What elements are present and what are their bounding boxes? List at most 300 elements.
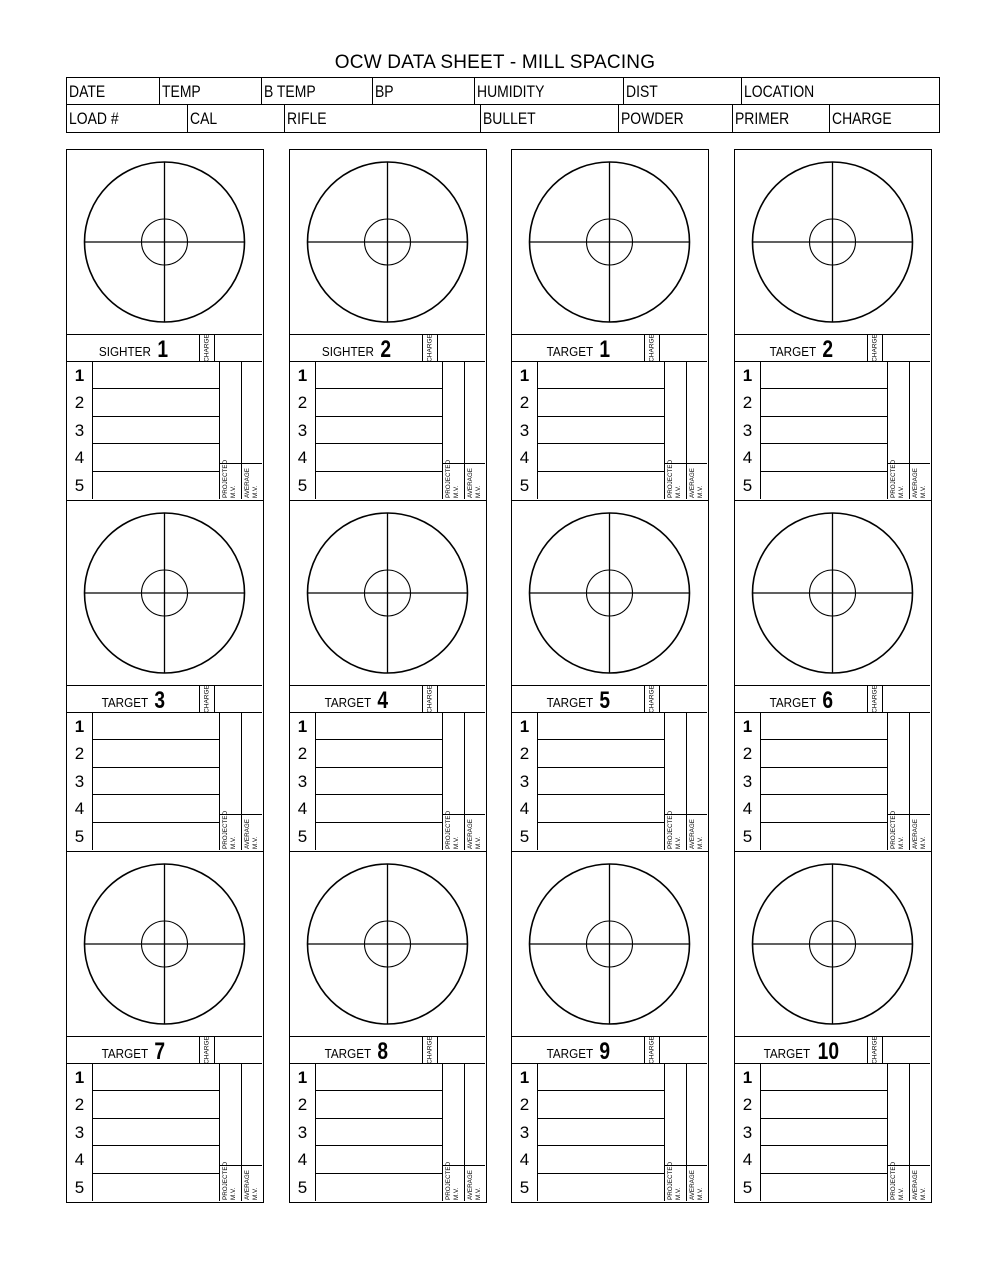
shot-velocity-input[interactable] <box>93 823 219 850</box>
shot-velocity-input[interactable] <box>538 740 664 767</box>
average-mv-column-label-box <box>242 814 262 850</box>
average-mv-column[interactable] <box>686 713 707 850</box>
shot-velocity-input[interactable] <box>761 713 887 740</box>
projected-mv-column[interactable] <box>219 1064 241 1201</box>
shot-velocity-input[interactable] <box>93 472 219 499</box>
field-rifle[interactable] <box>284 105 480 132</box>
average-mv-column[interactable] <box>909 1064 930 1201</box>
shot-row <box>290 472 442 499</box>
average-mv-column-label: AVERAGE <box>912 1170 919 1200</box>
target-label-word: SIGHTER <box>322 344 375 359</box>
target-reticle <box>290 852 485 1036</box>
charge-label-box <box>199 686 215 712</box>
average-mv-column-label: AVERAGE <box>467 819 474 849</box>
shot-number: 4 <box>735 1146 761 1173</box>
shot-velocity-input[interactable] <box>316 713 442 740</box>
shot-number: 1 <box>735 713 761 740</box>
shot-row <box>290 389 442 416</box>
shot-number: 2 <box>512 389 538 416</box>
projected-mv-column-label-box <box>443 1161 464 1201</box>
field-cal[interactable] <box>187 105 284 132</box>
charge-input[interactable] <box>215 1037 262 1063</box>
target-label <box>290 335 422 361</box>
field-load[interactable] <box>67 105 187 132</box>
target-label-word: SIGHTER <box>99 344 152 359</box>
shot-row <box>512 1064 664 1091</box>
shot-velocity-input[interactable] <box>538 472 664 499</box>
target-card <box>734 149 932 501</box>
shot-table <box>290 362 485 499</box>
average-mv-column[interactable] <box>241 713 262 850</box>
shot-row <box>512 417 664 444</box>
shot-table <box>735 1064 930 1201</box>
shot-velocity-input[interactable] <box>93 795 219 822</box>
shot-row <box>735 740 887 767</box>
shot-table <box>512 362 707 499</box>
shot-velocity-input[interactable] <box>93 444 219 471</box>
projected-mv-column-label: PROJECTED <box>222 810 229 849</box>
shot-number: 1 <box>512 362 538 389</box>
average-mv-column[interactable] <box>909 362 930 499</box>
shot-row <box>67 823 219 850</box>
average-mv-column[interactable] <box>464 713 485 850</box>
field-bullet[interactable] <box>480 105 618 132</box>
shot-number: 3 <box>512 768 538 795</box>
shot-row <box>67 795 219 822</box>
target-card <box>734 500 932 852</box>
target-card <box>66 851 264 1203</box>
shot-number: 5 <box>67 1174 93 1201</box>
projected-mv-column-label-box <box>888 1161 909 1201</box>
shot-velocity-input[interactable] <box>538 362 664 389</box>
average-mv-column-label: AVERAGE <box>467 1170 474 1200</box>
average-mv-column-label: AVERAGE <box>689 468 696 498</box>
average-mv-column[interactable] <box>686 1064 707 1201</box>
shot-row <box>512 389 664 416</box>
average-mv-column-label: M.V. <box>252 1187 259 1200</box>
charge-input[interactable] <box>660 335 707 361</box>
field-label: RIFLE <box>287 109 327 128</box>
average-mv-column-label: AVERAGE <box>689 819 696 849</box>
shot-velocity-input[interactable] <box>93 768 219 795</box>
target-label-word: TARGET <box>769 344 817 359</box>
projected-mv-column[interactable] <box>219 362 241 499</box>
average-mv-column[interactable] <box>241 1064 262 1201</box>
projected-mv-column-label: M.V. <box>675 836 682 849</box>
shot-row <box>735 444 887 471</box>
shot-velocity-input[interactable] <box>538 713 664 740</box>
target-label-number: 8 <box>377 1038 389 1065</box>
target-label-row <box>290 1036 485 1064</box>
charge-input[interactable] <box>883 335 930 361</box>
shot-row <box>290 823 442 850</box>
shot-number: 1 <box>290 1064 316 1091</box>
charge-input[interactable] <box>438 335 485 361</box>
charge-label: CHARGE <box>648 1036 656 1064</box>
field-label: B TEMP <box>264 82 316 101</box>
average-mv-column-label-box <box>910 1165 930 1201</box>
shot-number: 2 <box>512 740 538 767</box>
shot-row <box>512 795 664 822</box>
projected-mv-column-label: PROJECTED <box>445 810 452 849</box>
projected-mv-column[interactable] <box>664 1064 686 1201</box>
field-powder[interactable] <box>618 105 732 132</box>
projected-mv-column[interactable] <box>219 713 241 850</box>
shot-velocity-input[interactable] <box>316 417 442 444</box>
shot-velocity-input[interactable] <box>761 472 887 499</box>
shot-velocity-input[interactable] <box>316 795 442 822</box>
projected-mv-column-label: PROJECTED <box>890 1161 897 1200</box>
header-row-conditions <box>66 77 940 105</box>
target-reticle <box>512 501 707 685</box>
charge-label: CHARGE <box>426 334 434 362</box>
average-mv-column-label: M.V. <box>697 836 704 849</box>
target-label <box>290 686 422 712</box>
projected-mv-column-label: PROJECTED <box>222 1161 229 1200</box>
charge-input[interactable] <box>438 686 485 712</box>
shot-number: 2 <box>67 740 93 767</box>
shot-velocity-input[interactable] <box>316 389 442 416</box>
shot-row <box>512 444 664 471</box>
shot-row <box>735 713 887 740</box>
projected-mv-column-label: M.V. <box>898 1187 905 1200</box>
shot-number: 2 <box>735 1091 761 1118</box>
field-label: POWDER <box>621 109 684 128</box>
shot-velocity-input[interactable] <box>316 1174 442 1201</box>
average-mv-column-label: M.V. <box>697 485 704 498</box>
charge-input[interactable] <box>215 686 262 712</box>
shot-number: 5 <box>735 823 761 850</box>
shot-row <box>290 1091 442 1118</box>
projected-mv-column-label: PROJECTED <box>667 810 674 849</box>
shot-number: 4 <box>67 1146 93 1173</box>
projected-mv-column[interactable] <box>442 362 464 499</box>
target-reticle <box>735 150 930 334</box>
average-mv-column-label: M.V. <box>475 1187 482 1200</box>
target-reticle <box>512 150 707 334</box>
average-mv-column[interactable] <box>686 362 707 499</box>
shot-velocity-input[interactable] <box>761 1064 887 1091</box>
shot-number: 2 <box>512 1091 538 1118</box>
projected-mv-column-label-box <box>443 810 464 850</box>
charge-label-box <box>867 1037 883 1063</box>
shot-table <box>512 713 707 850</box>
target-label-number: 1 <box>599 336 611 363</box>
shot-velocity-input[interactable] <box>761 389 887 416</box>
target-label-number: 2 <box>380 336 392 363</box>
charge-label: CHARGE <box>648 685 656 713</box>
charge-label: CHARGE <box>648 334 656 362</box>
shot-velocity-input[interactable] <box>538 768 664 795</box>
shot-velocity-input[interactable] <box>93 1146 219 1173</box>
target-label-word: TARGET <box>546 1046 594 1061</box>
projected-mv-column-label: M.V. <box>898 485 905 498</box>
shot-number: 1 <box>512 1064 538 1091</box>
shot-velocity-input[interactable] <box>93 1091 219 1118</box>
shot-velocity-input[interactable] <box>538 417 664 444</box>
shot-number: 2 <box>290 740 316 767</box>
shot-number: 4 <box>67 795 93 822</box>
shot-velocity-input[interactable] <box>316 444 442 471</box>
target-label-row <box>290 334 485 362</box>
shot-number: 4 <box>512 795 538 822</box>
shot-row <box>735 417 887 444</box>
shot-number: 3 <box>290 768 316 795</box>
target-card <box>289 851 487 1203</box>
shot-table <box>67 1064 262 1201</box>
shot-velocity-input[interactable] <box>761 1174 887 1201</box>
projected-mv-column-label: M.V. <box>675 1187 682 1200</box>
target-reticle <box>735 501 930 685</box>
target-label <box>67 335 199 361</box>
target-label-word: TARGET <box>546 695 594 710</box>
target-label-word: TARGET <box>101 1046 149 1061</box>
projected-mv-column[interactable] <box>887 713 909 850</box>
target-label-row <box>67 1036 262 1064</box>
shot-row <box>67 444 219 471</box>
shot-row <box>735 768 887 795</box>
projected-mv-column[interactable] <box>887 362 909 499</box>
projected-mv-column-label-box <box>220 810 241 850</box>
shot-row <box>290 713 442 740</box>
projected-mv-column[interactable] <box>887 1064 909 1201</box>
target-label-number: 6 <box>822 687 834 714</box>
projected-mv-column[interactable] <box>442 713 464 850</box>
target-reticle <box>67 150 262 334</box>
shot-velocity-input[interactable] <box>93 362 219 389</box>
shot-row <box>735 795 887 822</box>
shot-row <box>512 1119 664 1146</box>
projected-mv-column-label: PROJECTED <box>445 459 452 498</box>
shot-number: 4 <box>512 1146 538 1173</box>
average-mv-column-label-box <box>687 463 707 499</box>
shot-velocity-input[interactable] <box>538 823 664 850</box>
projected-mv-column-label: PROJECTED <box>445 1161 452 1200</box>
shot-velocity-input[interactable] <box>761 1119 887 1146</box>
projected-mv-column[interactable] <box>442 1064 464 1201</box>
shot-velocity-input[interactable] <box>761 1146 887 1173</box>
shot-row <box>290 740 442 767</box>
shot-row <box>290 768 442 795</box>
target-label-row <box>512 1036 707 1064</box>
shot-row <box>735 389 887 416</box>
field-label: LOCATION <box>744 82 815 101</box>
charge-label-box <box>644 1037 660 1063</box>
charge-input[interactable] <box>438 1037 485 1063</box>
target-label-row <box>512 334 707 362</box>
field-b-temp[interactable] <box>261 78 372 104</box>
shot-velocity-input[interactable] <box>538 795 664 822</box>
average-mv-column-label-box <box>465 814 485 850</box>
target-reticle <box>735 852 930 1036</box>
shot-row <box>67 1119 219 1146</box>
shot-row <box>290 1064 442 1091</box>
projected-mv-column-label-box <box>665 459 686 499</box>
shot-velocity-input[interactable] <box>538 1146 664 1173</box>
field-label: BULLET <box>483 109 536 128</box>
shot-velocity-input[interactable] <box>316 823 442 850</box>
shot-row <box>67 713 219 740</box>
shot-velocity-input[interactable] <box>761 444 887 471</box>
shot-row <box>512 472 664 499</box>
target-label-row <box>735 1036 930 1064</box>
projected-mv-column[interactable] <box>664 362 686 499</box>
projected-mv-column-label-box <box>220 1161 241 1201</box>
shot-velocity-input[interactable] <box>93 389 219 416</box>
target-label <box>735 1037 867 1063</box>
shot-velocity-input[interactable] <box>93 740 219 767</box>
target-label <box>512 335 644 361</box>
shot-velocity-input[interactable] <box>316 1146 442 1173</box>
shot-row <box>735 1146 887 1173</box>
shot-velocity-input[interactable] <box>761 417 887 444</box>
shot-row <box>290 1174 442 1201</box>
shot-number: 5 <box>512 823 538 850</box>
shot-number: 4 <box>67 444 93 471</box>
shot-table <box>67 713 262 850</box>
shot-row <box>512 768 664 795</box>
target-card <box>511 500 709 852</box>
field-location[interactable] <box>741 78 941 104</box>
projected-mv-column[interactable] <box>664 713 686 850</box>
field-primer[interactable] <box>732 105 829 132</box>
average-mv-column-label: AVERAGE <box>244 468 251 498</box>
average-mv-column-label: M.V. <box>475 836 482 849</box>
target-label-word: TARGET <box>324 1046 372 1061</box>
charge-label: CHARGE <box>426 685 434 713</box>
shot-number: 1 <box>735 362 761 389</box>
shot-row <box>735 823 887 850</box>
shot-row <box>67 1146 219 1173</box>
projected-mv-column-label-box <box>443 459 464 499</box>
charge-input[interactable] <box>883 686 930 712</box>
shot-number: 3 <box>67 768 93 795</box>
field-date[interactable] <box>67 78 159 104</box>
shot-velocity-input[interactable] <box>761 795 887 822</box>
shot-velocity-input[interactable] <box>316 1119 442 1146</box>
shot-velocity-input[interactable] <box>761 823 887 850</box>
target-reticle <box>512 852 707 1036</box>
shot-row <box>67 1064 219 1091</box>
projected-mv-column-label-box <box>888 810 909 850</box>
shot-velocity-input[interactable] <box>538 389 664 416</box>
target-label <box>67 1037 199 1063</box>
target-label-number: 1 <box>157 336 169 363</box>
shot-number: 4 <box>512 444 538 471</box>
average-mv-column-label: M.V. <box>475 485 482 498</box>
charge-label-box <box>867 686 883 712</box>
shot-number: 1 <box>512 713 538 740</box>
shot-number: 3 <box>512 417 538 444</box>
target-card <box>734 851 932 1203</box>
shot-velocity-input[interactable] <box>538 1174 664 1201</box>
shot-number: 2 <box>67 1091 93 1118</box>
target-label-word: TARGET <box>546 344 594 359</box>
average-mv-column[interactable] <box>241 362 262 499</box>
shot-velocity-input[interactable] <box>316 362 442 389</box>
shot-number: 3 <box>735 768 761 795</box>
shot-velocity-input[interactable] <box>93 713 219 740</box>
shot-row <box>290 362 442 389</box>
shot-velocity-input[interactable] <box>538 1091 664 1118</box>
field-temp[interactable] <box>159 78 261 104</box>
shot-velocity-input[interactable] <box>761 362 887 389</box>
projected-mv-column-label: M.V. <box>230 485 237 498</box>
shot-velocity-input[interactable] <box>538 1119 664 1146</box>
projected-mv-column-label: M.V. <box>453 1187 460 1200</box>
target-label-number: 3 <box>154 687 166 714</box>
average-mv-column[interactable] <box>464 362 485 499</box>
shot-velocity-input[interactable] <box>316 1091 442 1118</box>
shot-velocity-input[interactable] <box>93 1064 219 1091</box>
shot-row <box>67 1091 219 1118</box>
average-mv-column-label-box <box>465 463 485 499</box>
shot-number: 3 <box>67 1119 93 1146</box>
target-reticle <box>290 501 485 685</box>
target-reticle <box>67 852 262 1036</box>
shot-velocity-input[interactable] <box>316 472 442 499</box>
field-bp[interactable] <box>372 78 474 104</box>
shot-velocity-input[interactable] <box>761 740 887 767</box>
charge-input[interactable] <box>883 1037 930 1063</box>
average-mv-column-label-box <box>687 814 707 850</box>
charge-label-box <box>422 1037 438 1063</box>
shot-number: 1 <box>290 362 316 389</box>
shot-velocity-input[interactable] <box>93 1174 219 1201</box>
target-label <box>67 686 199 712</box>
shot-row <box>735 1091 887 1118</box>
average-mv-column[interactable] <box>909 713 930 850</box>
field-dist[interactable] <box>623 78 741 104</box>
field-charge[interactable] <box>829 105 941 132</box>
target-label-number: 2 <box>822 336 834 363</box>
average-mv-column[interactable] <box>464 1064 485 1201</box>
shot-number: 5 <box>67 823 93 850</box>
charge-input[interactable] <box>215 335 262 361</box>
average-mv-column-label-box <box>910 814 930 850</box>
projected-mv-column-label: PROJECTED <box>667 459 674 498</box>
charge-input[interactable] <box>660 1037 707 1063</box>
shot-row <box>67 472 219 499</box>
shot-number: 5 <box>512 1174 538 1201</box>
projected-mv-column-label: M.V. <box>230 836 237 849</box>
shot-velocity-input[interactable] <box>538 444 664 471</box>
average-mv-column-label: AVERAGE <box>244 819 251 849</box>
shot-velocity-input[interactable] <box>93 1119 219 1146</box>
projected-mv-column-label: M.V. <box>675 485 682 498</box>
shot-velocity-input[interactable] <box>761 1091 887 1118</box>
shot-row <box>67 1174 219 1201</box>
shot-velocity-input[interactable] <box>316 768 442 795</box>
shot-row <box>67 417 219 444</box>
field-humidity[interactable] <box>474 78 623 104</box>
field-label: DIST <box>626 82 658 101</box>
shot-velocity-input[interactable] <box>761 768 887 795</box>
charge-input[interactable] <box>660 686 707 712</box>
shot-row <box>512 823 664 850</box>
target-label-word: TARGET <box>101 695 149 710</box>
shot-row <box>735 1064 887 1091</box>
shot-velocity-input[interactable] <box>316 1064 442 1091</box>
shot-velocity-input[interactable] <box>316 740 442 767</box>
average-mv-column-label: M.V. <box>697 1187 704 1200</box>
shot-number: 5 <box>67 472 93 499</box>
shot-row <box>67 768 219 795</box>
shot-velocity-input[interactable] <box>93 417 219 444</box>
shot-row <box>67 389 219 416</box>
shot-velocity-input[interactable] <box>538 1064 664 1091</box>
shot-table <box>512 1064 707 1201</box>
